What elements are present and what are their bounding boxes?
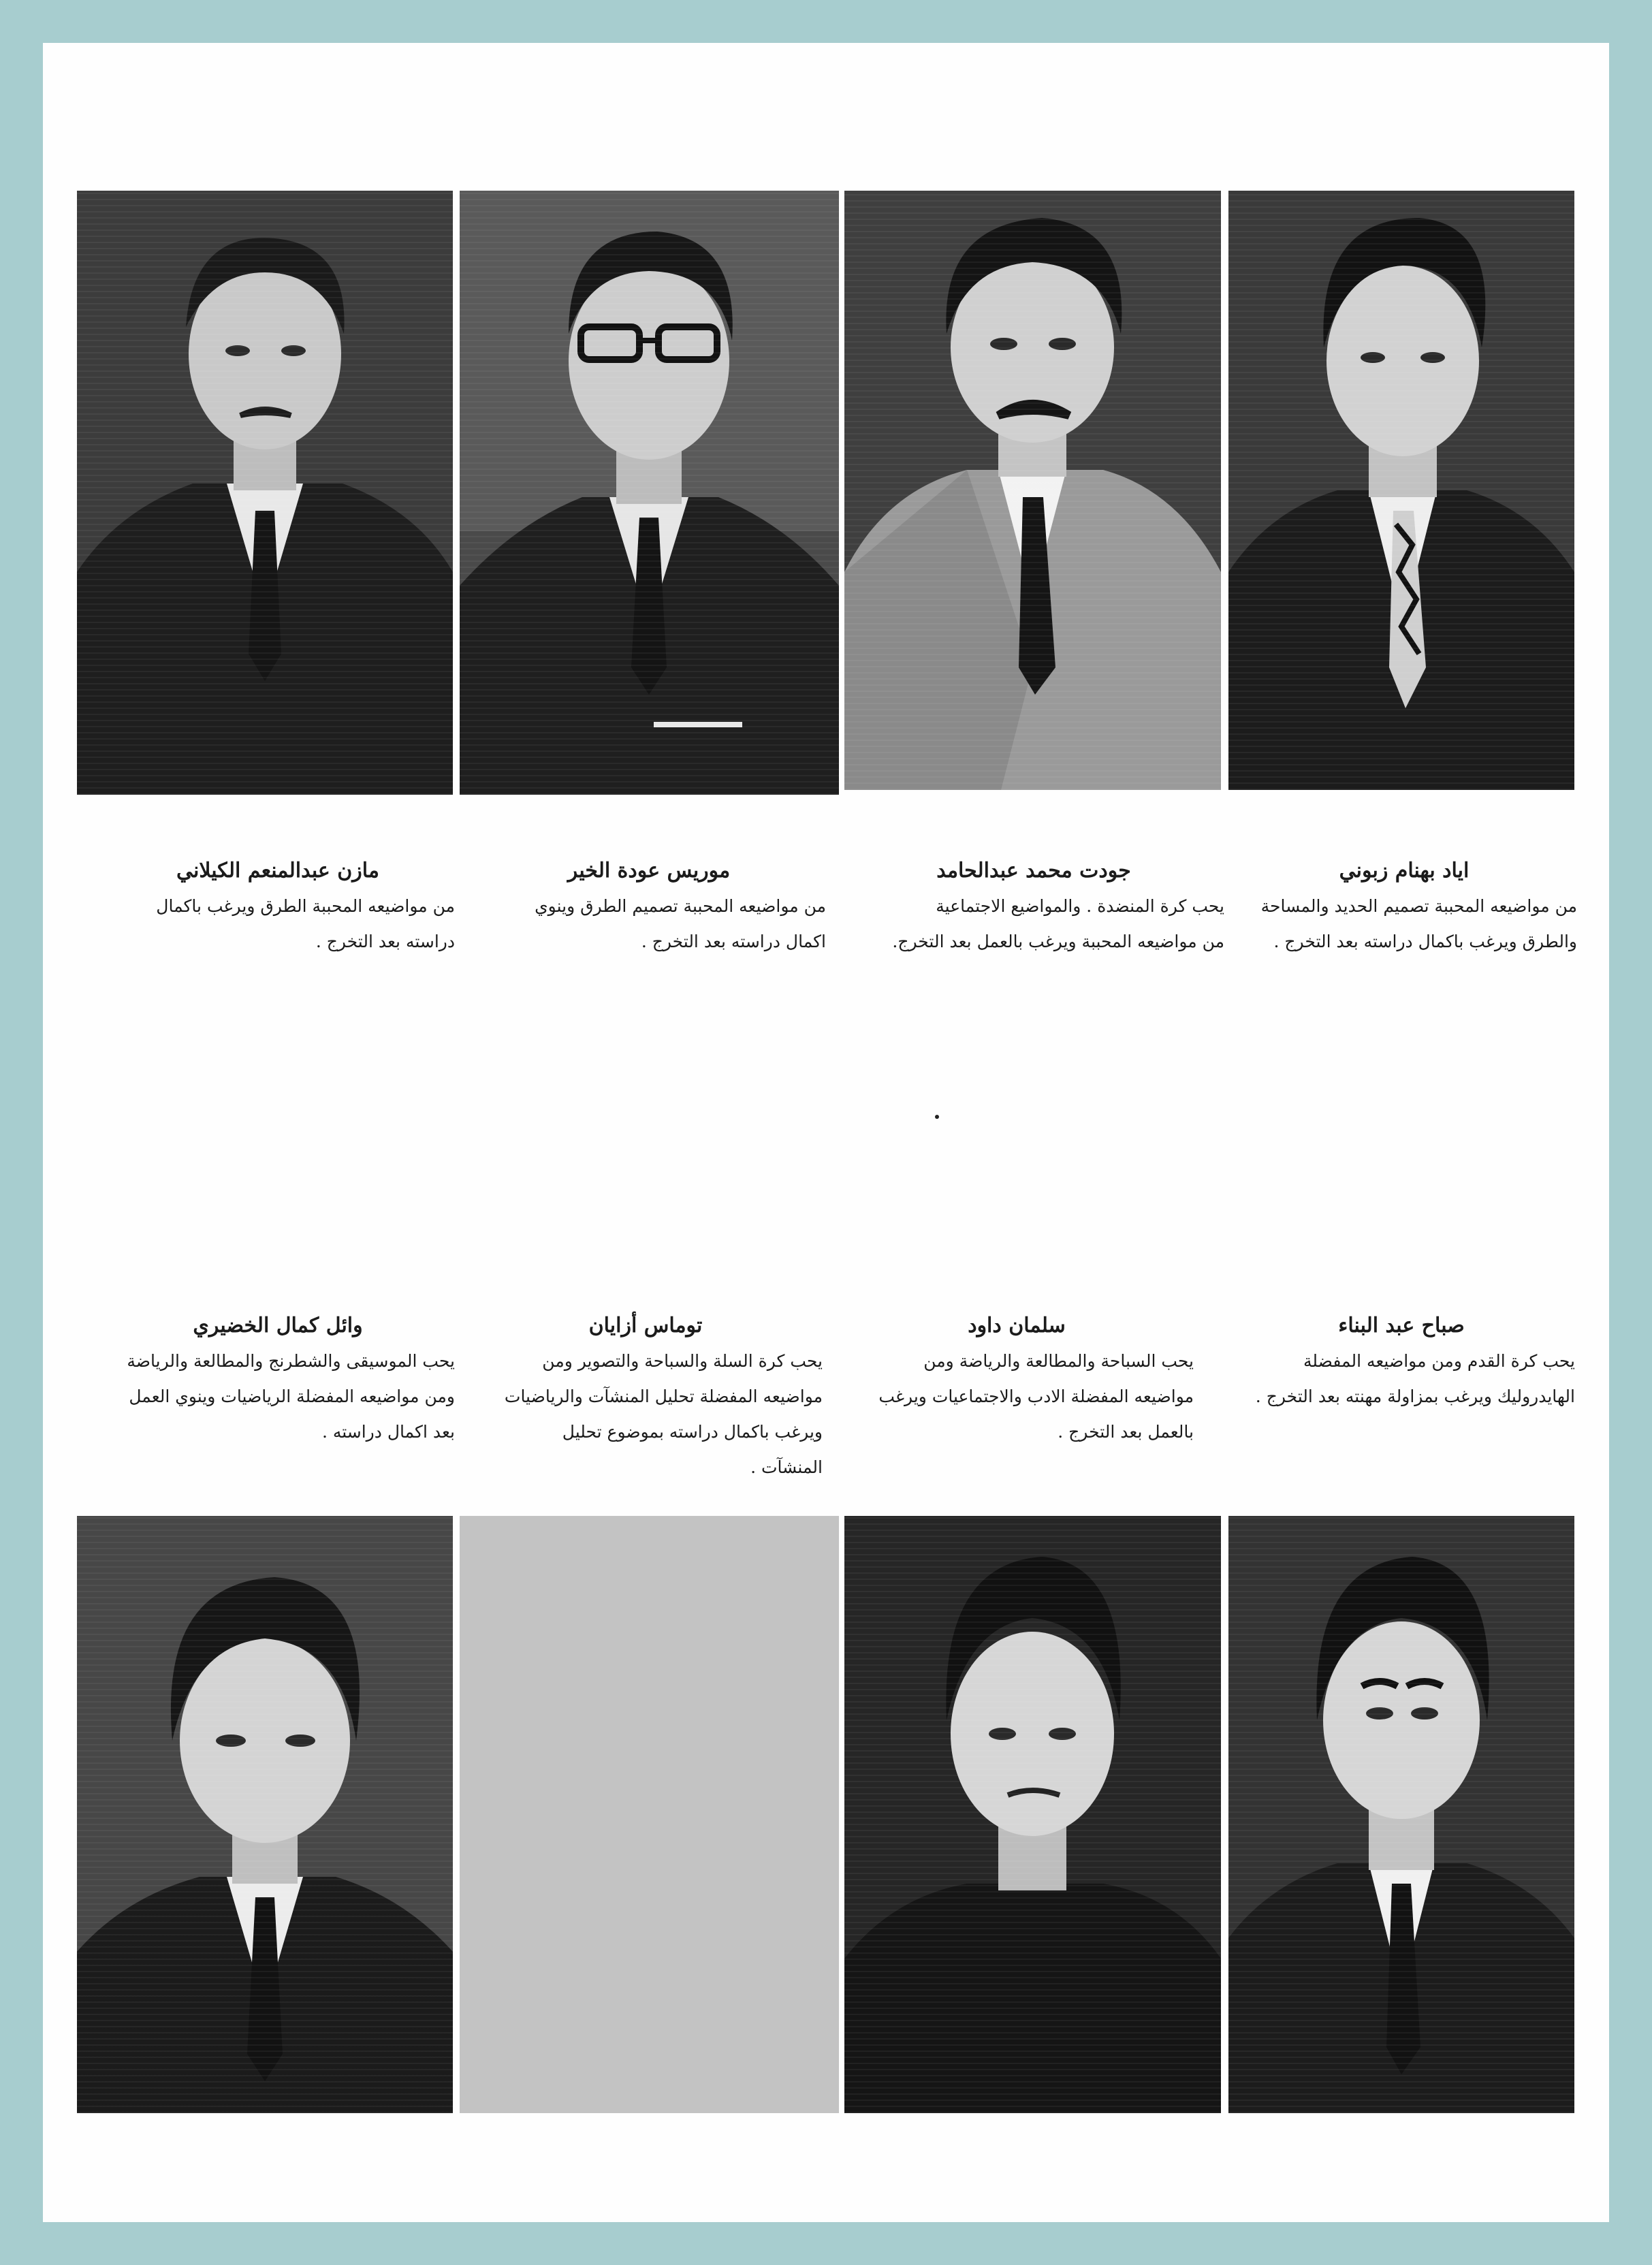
yearbook-page [43, 43, 1609, 2222]
student-description: من مواضيعه المحببة تصميم الحديد والمساحة والطرق ويرغب باكمال دراسته بعد التخرج . [1260, 896, 1577, 951]
portrait-photo-2 [460, 191, 839, 795]
portrait-photo-4 [1228, 191, 1574, 790]
student-description: من مواضيعه المحببة الطرق ويرغب باكمال دراسته بعد التخرج . [156, 896, 455, 951]
student-description: من مواضيعه المحببة تصميم الطرق وينوي اكمال دراسته بعد التخرج . [535, 896, 826, 951]
bio-bottom-2 [468, 1311, 823, 1485]
student-name: صباح عبد البناء [1338, 1314, 1465, 1337]
bio-bottom-4 [1228, 1311, 1575, 1414]
student-name: مازن عبدالمنعم الكيلاني [176, 859, 379, 883]
student-name: موريس عودة الخير [567, 859, 731, 883]
bio-top-4 [1231, 856, 1577, 960]
bio-top-3 [843, 856, 1224, 960]
student-name: وائل كمال الخضيري [193, 1314, 363, 1337]
portrait-photo-1 [77, 191, 453, 795]
portrait-photo-8 [1228, 1516, 1574, 2113]
bio-top-1 [101, 856, 455, 960]
portrait-photo-3 [844, 191, 1221, 790]
student-name: جودت محمد عبدالحامد [936, 859, 1131, 883]
bio-bottom-3 [840, 1311, 1194, 1450]
portrait-photo-7 [844, 1516, 1221, 2113]
student-name: سلمان داود [968, 1314, 1066, 1337]
page-speck [935, 1115, 939, 1119]
portrait-photo-5 [77, 1516, 453, 2113]
student-name: توماس أزايان [588, 1314, 703, 1337]
bio-bottom-1 [101, 1311, 455, 1450]
bio-top-2 [472, 856, 826, 960]
student-name: اياد بهنام زبوني [1339, 859, 1470, 883]
student-description: يحب كرة القدم ومن مواضيعه المفضلة الهايدروليك ويرغب بمزاولة مهنته بعد التخرج . [1255, 1351, 1575, 1406]
student-description: يحب كرة المنضدة . والمواضيع الاجتماعية من مواضيعه المحببة ويرغب بالعمل بعد التخرج. [892, 896, 1224, 951]
student-description: يحب السباحة والمطالعة والرياضة ومن مواضيعه المفضلة الادب والاجتماعيات ويرغب بالعمل بعد التخرج . [878, 1351, 1194, 1442]
blank-photo-placeholder [460, 1516, 839, 2113]
student-description: يحب كرة السلة والسباحة والتصوير ومن مواضيعه المفضلة تحليل المنشآت والرياضيات ويرغب باكمال دراسته بموضوع تحليل المنشآت . [504, 1351, 823, 1477]
student-description: يحب الموسيقى والشطرنج والمطالعة والرياضة ومن مواضيعه المفضلة الرياضيات وينوي العمل بعد اكمال دراسته . [127, 1351, 455, 1442]
